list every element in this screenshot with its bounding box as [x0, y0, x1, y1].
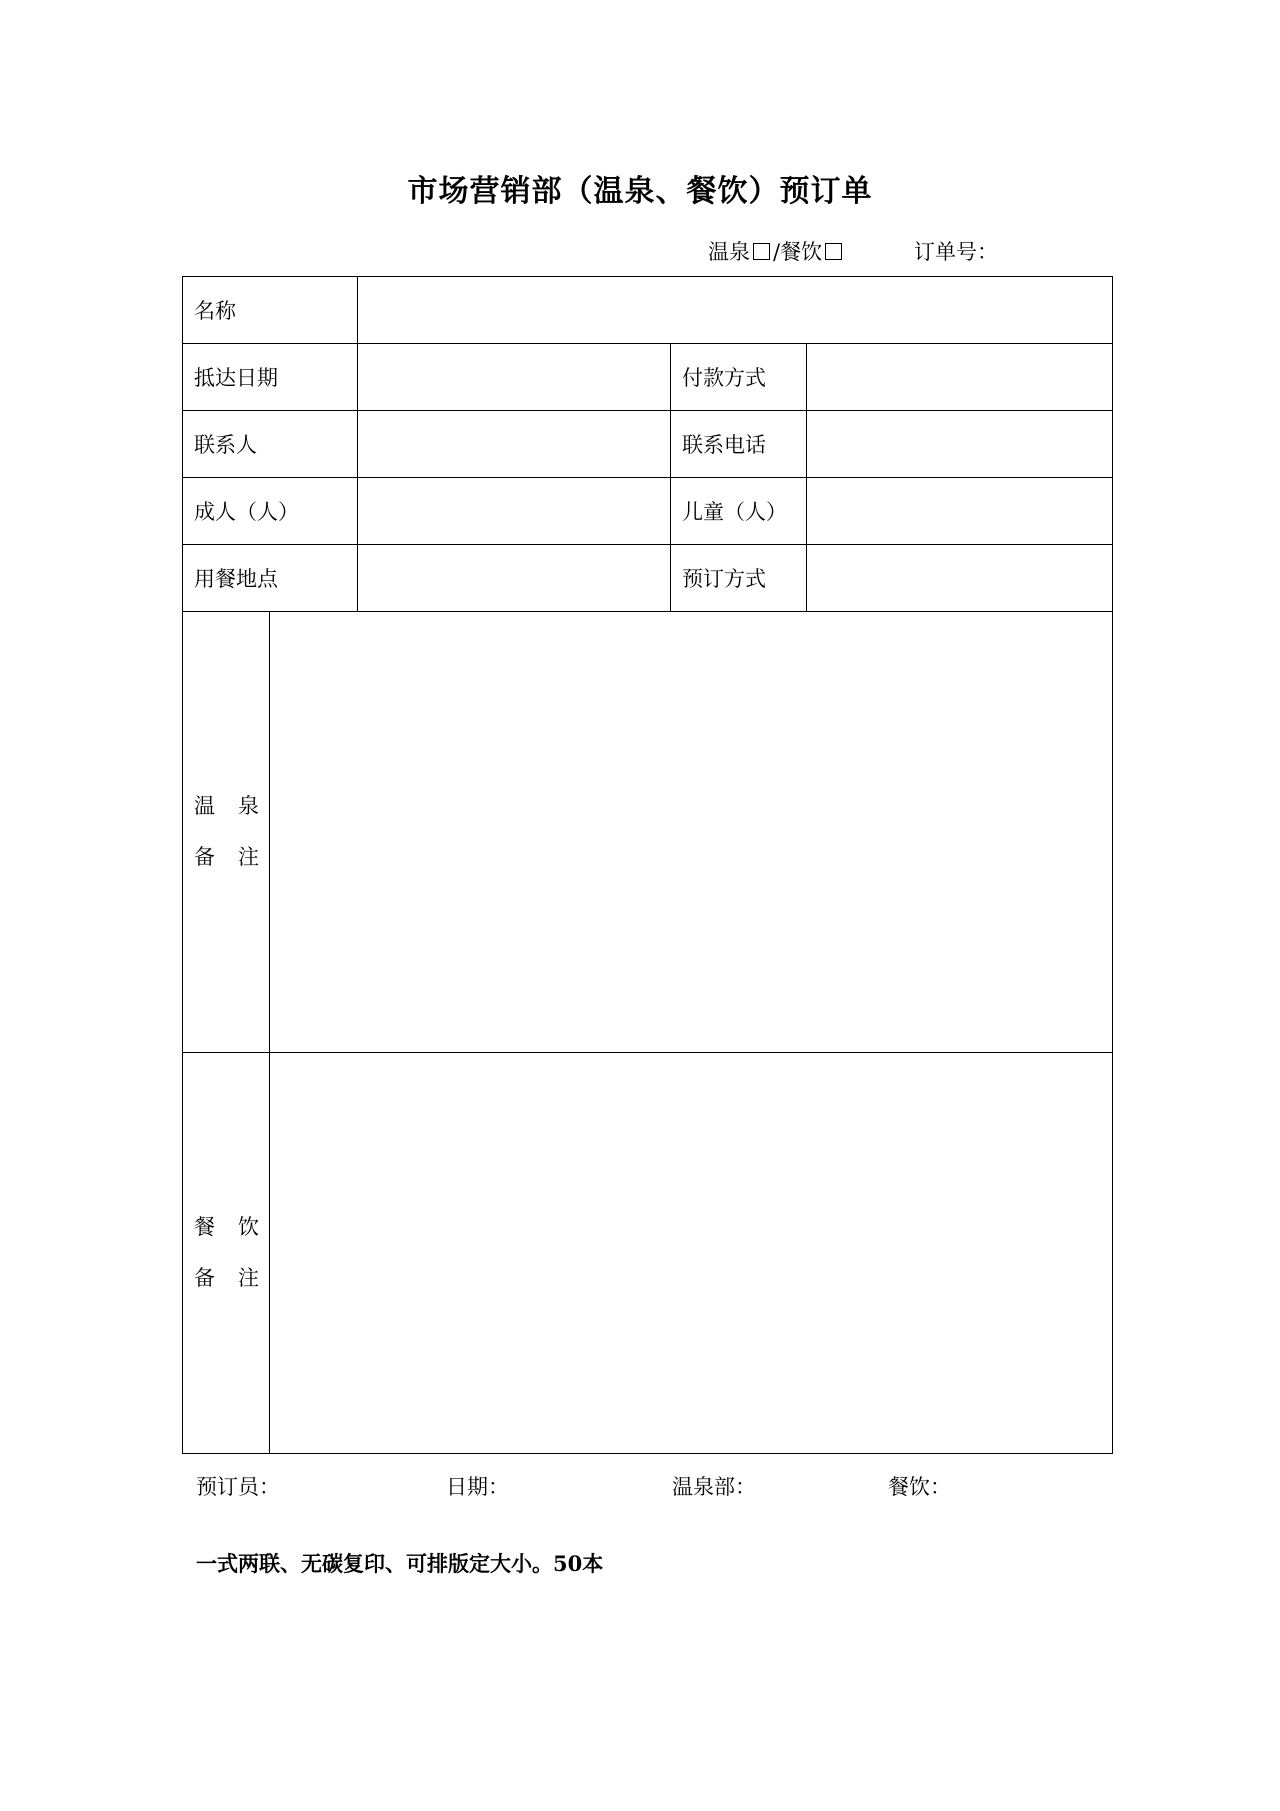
- form-row-dining-remarks: [183, 1053, 1113, 1454]
- form-row-name: [183, 277, 1113, 344]
- adults-field[interactable]: [358, 478, 671, 545]
- form-row-dining: [183, 545, 1113, 612]
- form-row-arrival: [183, 344, 1113, 411]
- contact-phone-field[interactable]: [807, 411, 1113, 478]
- adults-label: 成人（人）: [183, 478, 358, 545]
- name-label: 名称: [183, 277, 358, 344]
- dining-remarks-field[interactable]: [270, 1053, 1113, 1454]
- dining-checkbox[interactable]: [825, 243, 842, 260]
- print-note: 一式两联、无碳复印、可排版定大小。50本: [196, 1551, 604, 1576]
- contact-person-label: 联系人: [183, 411, 358, 478]
- children-label: 儿童（人）: [671, 478, 807, 545]
- contact-person-field[interactable]: [358, 411, 671, 478]
- booking-method-field[interactable]: [807, 545, 1113, 612]
- arrival-date-field[interactable]: [358, 344, 671, 411]
- children-field[interactable]: [807, 478, 1113, 545]
- dining-remarks-label: [183, 1053, 270, 1454]
- dining-remarks-char: 饮: [238, 1215, 259, 1239]
- footer-date-label: 日期：: [446, 1475, 509, 1499]
- hot-spring-remarks-char: 备: [194, 845, 215, 869]
- dining-location-label: 用餐地点: [183, 545, 358, 612]
- form-row-hot-spring-remarks: [183, 612, 1113, 1053]
- footer-booker-label: 预订员：: [196, 1475, 280, 1499]
- dining-remarks-char: 备: [194, 1266, 215, 1290]
- dining-location-field[interactable]: [358, 545, 671, 612]
- name-field[interactable]: [358, 277, 1113, 344]
- payment-method-field[interactable]: [807, 344, 1113, 411]
- contact-phone-label: 联系电话: [671, 411, 807, 478]
- type-selector: [708, 236, 845, 266]
- type-dining-label: 餐饮: [780, 240, 823, 264]
- footer-hot-spring-dept-label: 温泉部：: [672, 1475, 756, 1499]
- arrival-date-label: 抵达日期: [183, 344, 358, 411]
- form-row-guests: [183, 478, 1113, 545]
- form-row-contact: [183, 411, 1113, 478]
- type-separator: /: [773, 240, 781, 264]
- booking-method-label: 预订方式: [671, 545, 807, 612]
- hot-spring-remarks-label: [183, 612, 270, 1053]
- dining-remarks-char: 餐: [194, 1215, 215, 1239]
- page-title: 市场营销部（温泉、餐饮）预订单: [407, 174, 873, 209]
- order-no-label: 订单号：: [914, 240, 998, 264]
- hot-spring-remarks-char: 温: [194, 794, 215, 818]
- booking-form-table: [182, 276, 1113, 1454]
- hot-spring-remarks-char: 注: [238, 845, 259, 869]
- payment-method-label: 付款方式: [671, 344, 807, 411]
- footer-dining-label: 餐饮：: [888, 1475, 951, 1499]
- dining-remarks-char: 注: [238, 1266, 259, 1290]
- hot-spring-checkbox[interactable]: [753, 243, 770, 260]
- hot-spring-remarks-field[interactable]: [270, 612, 1113, 1053]
- hot-spring-remarks-char: 泉: [238, 794, 259, 818]
- type-hot-spring-label: 温泉: [708, 240, 750, 264]
